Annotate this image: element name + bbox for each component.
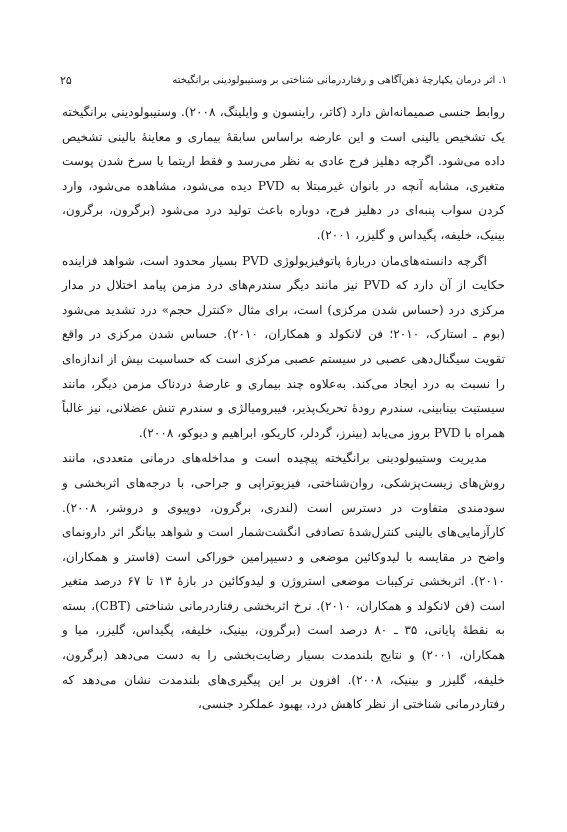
page-number: ۲۵ — [60, 73, 72, 87]
running-title: ۱. اثر درمان یکپارچهٔ ذهن‌آگاهی و رفتاردرمانی شناختی بر وستیبولودینی برانگیخته — [172, 74, 507, 86]
body-text — [62, 100, 505, 717]
paragraph-1: روابط جنسی صمیمانه‌اش دارد (کاتر، راینسون و وایلینگ، ۲۰۰۸). وستیبولودینی برانگیخته یک تشخیص بالینی است و این عارضه براساس سابقهٔ بیماری و معاینهٔ بالینی تشخیص داده می‌شود. اگرچه دهلیز فرج عادی به نظر می‌رسد و فقط اریتما یا سرخ شدن پوست متغیری، مشابه آنچه در بانوان غیرمبتلا به PVD دیده می‌شود، مشاهده می‌شود، وارد کردن سواب پنبه‌ای در دهلیز فرج، دوباره باعث تولید درد می‌شود (برگرون، برگرون، بینیک، خلیفه، پگیداس و گلیزر، ۲۰۰۱). — [62, 105, 505, 242]
paragraph-2: اگرچه دانسته‌های‌مان دربارهٔ پاتوفیزیولوژی PVD بسیار محدود است، شواهد فزاینده حکایت از آن دارد که PVD نیز مانند دیگر سندرم‌های درد مزمن پیامد اختلال در مدار مرکزی درد (حساس شدن مرکزی) است، برای مثال «کنترل حجم» درد تشدید می‌شود (بوم ـ استارک، ۲۰۱۰؛ فن لانکولد و همکاران، ۲۰۱۰). حساس شدن مرکزی در واقع تقویت سیگنال‌دهی عصبی در سیستم عصبی مرکزی است که حساسیت بیش از اندازه‌ای را نسبت به درد ایجاد می‌کند. به‌علاوه چند بیماری و عارضهٔ دردناک مزمن دیگر، مانند سیستیت بینابینی، سندرم رودهٔ تحریک‌پذیر، فیبرومیالژی و سندرم تنش عضلانی، نیز غالباً همراه با PVD بروز می‌یابد (بینرز، گردلر، کاریکو، ابراهیم و دیوکو، ۲۰۰۸). — [62, 253, 505, 440]
paragraph-3: مدیریت وستیبولودینی برانگیخته پیچیده است و مداخله‌های درمانی متعددی، مانند روش‌های زیست‌پزشکی، روان‌شناختی، فیزیوتراپی و جراحی، با درجه‌های اثربخشی و سودمندی متفاوت در دسترس است (لندری، برگرون، دوپیوی و دروشر، ۲۰۰۸). کارآزمایی‌های بالینی کنترل‌شدهٔ تصادفی انگشت‌شمار است و شواهد بیانگر اثر دارونمای واضح در مقایسه با لیدوکائین موضعی و دسیپرامین خوراکی است (فاستر و همکاران، ۲۰۱۰). اثربخشی ترکیبات موضعی استروژن و لیدوکائین در بازهٔ ۱۳ تا ۶۷ درصد متغیر است (فن لانکولد و همکاران، ۲۰۱۰). نرخ اثربخشی رفتاردرمانی شناختی (CBT)، بسته به نقطهٔ پایانی، ۳۵ ـ ۸۰ درصد است (برگرون، بینیک، خلیفه، پگیداس، گلیزر، میا و همکاران، ۲۰۰۱) و نتایج بلندمدت بسیار رضایت‌بخشی را به دست می‌دهد (برگرون، خلیفه، گلیزر و بینیک، ۲۰۰۸). افزون بر این پیگیری‌های بلندمدت نشان می‌دهد که رفتاردرمانی شناختی از نظر کاهش درد، بهبود عملکرد جنسی، — [62, 451, 505, 712]
page-header — [60, 70, 507, 90]
